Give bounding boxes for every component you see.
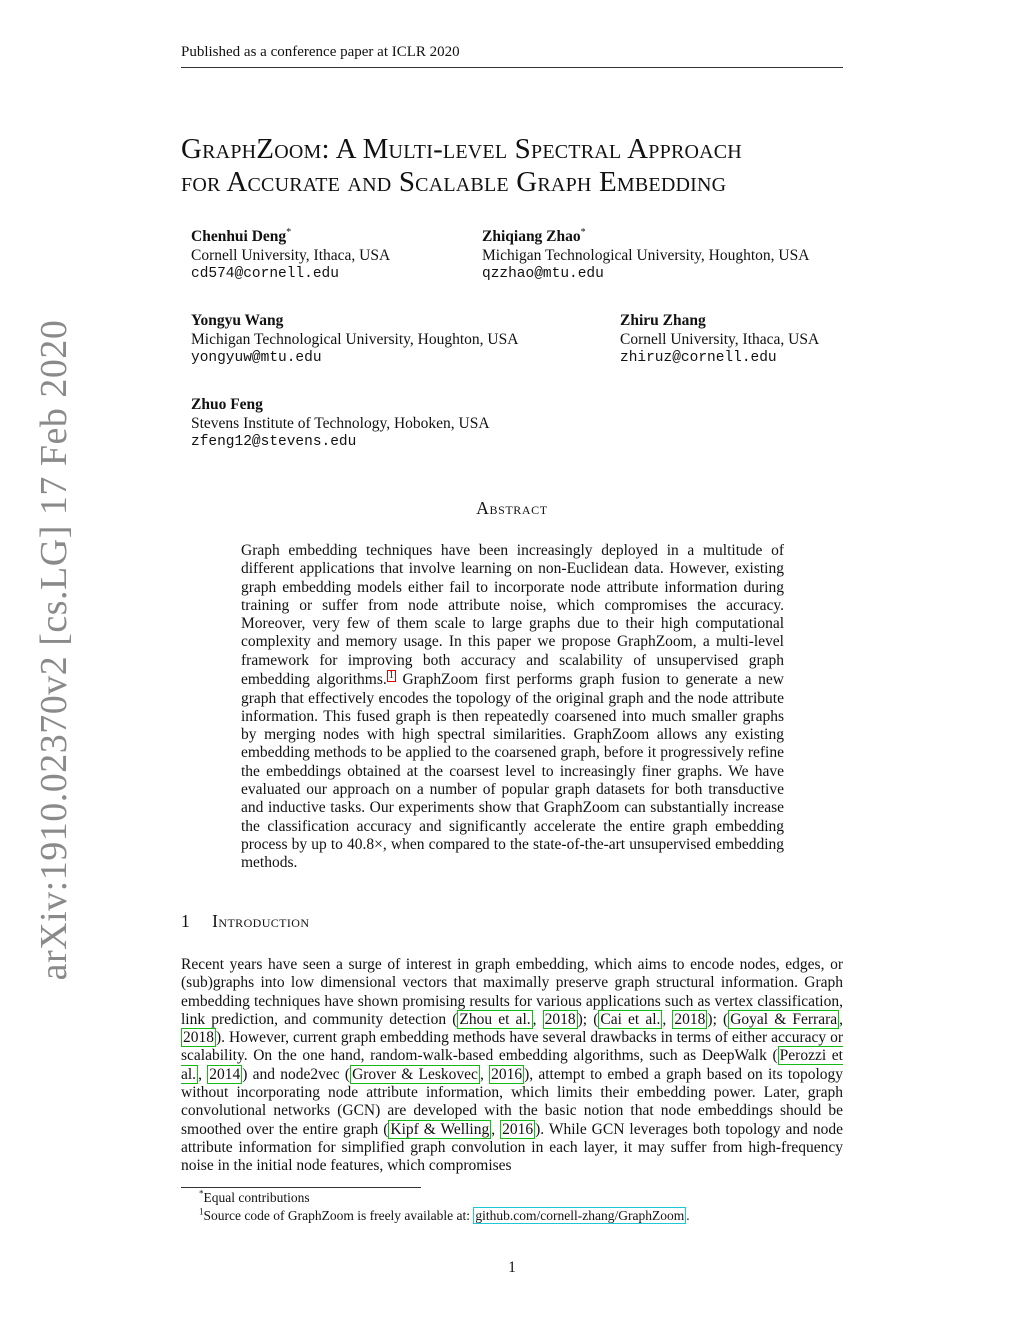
body-text: ), attempt to embed a graph based on its topology without incorporating node attribute information, which limits their embedding power. Later, graph convolutional networks (GCN) are developed with the basic notion that node embeddings should be smoothed over the entire graph ( bbox=[181, 1065, 844, 1138]
footnote-mark: 1 bbox=[199, 1206, 204, 1217]
author-affiliation: Michigan Technological University, Houghton, USA bbox=[191, 330, 519, 348]
author-email[interactable]: zhiruz@cornell.edu bbox=[620, 350, 777, 366]
abstract-body bbox=[241, 542, 784, 873]
running-header: Published as a conference paper at ICLR 2020 bbox=[181, 44, 843, 68]
github-link[interactable]: github.com/cornell-zhang/GraphZoom bbox=[475, 1208, 685, 1223]
body-text: ) and node2vec ( bbox=[242, 1065, 351, 1083]
introduction-body: Recent years have seen a surge of interest in graph embedding, which aims to encode nodes, edges, or (sub)graphs into low dimensional vectors that maximally preserve graph structural information. Graph embedding techniques have shown promising results for various applications such as vertex classification, link prediction, and community detection ( Zhou et al. , 2018 ); ( Cai et al. , 2018 ); ( Goyal & Ferrara , 2018 ). However, current graph embedding methods have several drawbacks in terms of either accuracy or scalability. On the one hand, random-walk-based embedding algorithms, such as DeepWalk ( Perozzi et al. , 2014 ) and node2vec ( Grover & Leskovec , 2016 ), attempt to embed a graph based on its topology without incorporating node attribute information, which limits their embedding power. Later, graph convolutional networks (GCN) are developed with the basic notion that node embeddings should be smoothed over the entire graph ( Kipf & Welling , 2016 ). While GCN leverages both topology and node attribute information for simplified graph convolution in each layer, it may suffer from high-frequency noise in the initial node features, which compromises bbox=[181, 956, 844, 1175]
citation-year: 2016 bbox=[491, 1065, 523, 1083]
author-mark: * bbox=[286, 226, 292, 238]
citation-author: Perozzi et al. bbox=[181, 1047, 843, 1083]
author-email[interactable]: cd574@cornell.edu bbox=[191, 266, 339, 282]
body-text: ). However, current graph embedding methods have several drawbacks in terms of either accuracy or scalability. On the one hand, random-walk-based embedding algorithms, such as DeepWalk ( bbox=[181, 1029, 843, 1065]
arxiv-identifier[interactable]: arXiv:1910.02370v2 [cs.LG] 17 Feb 2020 bbox=[33, 319, 75, 981]
body-text: ); ( bbox=[707, 1010, 729, 1028]
footnote-mark: * bbox=[199, 1188, 204, 1199]
body-text: Recent years have seen a surge of interest in graph embedding, which aims to encode nodes, edges, or (sub)graphs into low dimensional vectors that maximally preserve graph structural information. Graph embedding techniques have shown promising results for various applications such as vertex classification, link prediction, and community detection ( bbox=[181, 956, 843, 1028]
author-affiliation: Michigan Technological University, Houghton, USA bbox=[482, 246, 810, 264]
section-heading bbox=[181, 911, 309, 932]
citation-year: 2018 bbox=[544, 1010, 576, 1028]
citation-link[interactable] bbox=[672, 1010, 707, 1029]
page-number: 1 bbox=[508, 1259, 516, 1276]
author-block bbox=[191, 396, 490, 452]
author-block bbox=[191, 228, 390, 284]
citation-year: 2014 bbox=[209, 1065, 241, 1083]
body-text: ); ( bbox=[577, 1010, 599, 1028]
body-text: ). While GCN leverages both topology and node attribute information for simplified graph convolution in each layer, it may suffer from high-frequency noise in the initial node features, which compromises bbox=[181, 1120, 843, 1175]
citation-link[interactable] bbox=[500, 1120, 535, 1139]
citation-link[interactable] bbox=[728, 1010, 839, 1029]
citation-author: Cai et al. bbox=[600, 1010, 661, 1028]
citation-year: 2018 bbox=[183, 1029, 214, 1047]
author-name: Chenhui Deng bbox=[191, 228, 287, 245]
citation-link[interactable] bbox=[457, 1010, 532, 1029]
citation-author: Kipf & Welling bbox=[390, 1120, 490, 1138]
footnote-equal-contribution bbox=[199, 1190, 310, 1206]
citation-year: 2018 bbox=[674, 1010, 706, 1028]
citation-author: Grover & Leskovec bbox=[352, 1065, 478, 1083]
author-affiliation: Stevens Institute of Technology, Hoboken, USA bbox=[191, 414, 490, 432]
paper-title bbox=[181, 133, 861, 199]
citation-author: Goyal & Ferrara bbox=[730, 1010, 838, 1028]
author-affiliation: Cornell University, Ithaca, USA bbox=[191, 246, 391, 264]
title-line-1: GraphZoom: A Multi-level Spectral Approach bbox=[181, 133, 742, 165]
section-number: 1 bbox=[181, 911, 191, 931]
footnote-text: . bbox=[686, 1208, 690, 1223]
citation-link[interactable] bbox=[350, 1065, 480, 1084]
author-email[interactable]: yongyuw@mtu.edu bbox=[191, 350, 322, 366]
footnote-divider bbox=[181, 1187, 421, 1188]
author-name: Yongyu Wang bbox=[191, 312, 284, 329]
section-title: Introduction bbox=[212, 911, 310, 931]
footnote-text: Source code of GraphZoom is freely available at: bbox=[203, 1208, 474, 1223]
citation-author: Zhou et al. bbox=[459, 1010, 531, 1028]
citation-link[interactable] bbox=[489, 1065, 524, 1084]
title-line-2: for Accurate and Scalable Graph Embedding bbox=[181, 166, 727, 198]
author-email[interactable]: qzzhao@mtu.edu bbox=[482, 266, 604, 282]
author-block bbox=[620, 312, 819, 368]
citation-year: 2016 bbox=[502, 1120, 534, 1138]
footnote-source-code bbox=[199, 1208, 690, 1224]
author-mark: * bbox=[580, 226, 586, 238]
author-block bbox=[482, 228, 809, 284]
footnote-text: Equal contributions bbox=[203, 1190, 310, 1205]
citation-link[interactable] bbox=[181, 1028, 216, 1047]
author-name: Zhuo Feng bbox=[191, 396, 263, 413]
author-block bbox=[191, 312, 518, 368]
abstract-text: Graph embedding techniques have been increasingly deployed in a multitude of different applications that involve learning on non-Euclidean data. However, existing graph embedding models either fail to incorporate node attribute information during training or suffer from node attribute noise, which compromises the accuracy. Moreover, very few of them scale to large graphs due to their high computational complexity and memory usage. In this paper we propose GraphZoom, a multi-level framework for improving both accuracy and scalability of unsupervised graph embedding algorithms. bbox=[241, 542, 784, 689]
abstract-heading: Abstract bbox=[476, 498, 548, 518]
citation-link[interactable] bbox=[543, 1010, 578, 1029]
citation-link[interactable] bbox=[388, 1120, 491, 1139]
author-affiliation: Cornell University, Ithaca, USA bbox=[620, 330, 820, 348]
citation-link[interactable] bbox=[207, 1065, 242, 1084]
author-email[interactable]: zfeng12@stevens.edu bbox=[191, 434, 357, 450]
footnote-link[interactable]: 1 bbox=[388, 670, 394, 682]
abstract-text: GraphZoom first performs graph fusion to generate a new graph that effectively encodes the topology of the original graph and the node attribute information. This fused graph is then repeatedly coarsened into much smaller graphs by merging nodes with high spectral similarities. GraphZoom allows any existing embedding methods to be applied to the coarsened graph, before it progressively refine the embeddings obtained at the coarsest level to increasingly finer graphs. We have evaluated our approach on a number of popular graph datasets for both transductive and inductive tasks. Our experiments show that GraphZoom can substantially increase the classification accuracy and significantly accelerate the entire graph embedding process by up to 40.8×, when compared to the state-of-the-art unsupervised embedding methods. bbox=[241, 671, 785, 872]
citation-link[interactable] bbox=[598, 1010, 662, 1029]
author-name: Zhiqiang Zhao bbox=[482, 228, 581, 245]
author-name: Zhiru Zhang bbox=[620, 312, 706, 329]
